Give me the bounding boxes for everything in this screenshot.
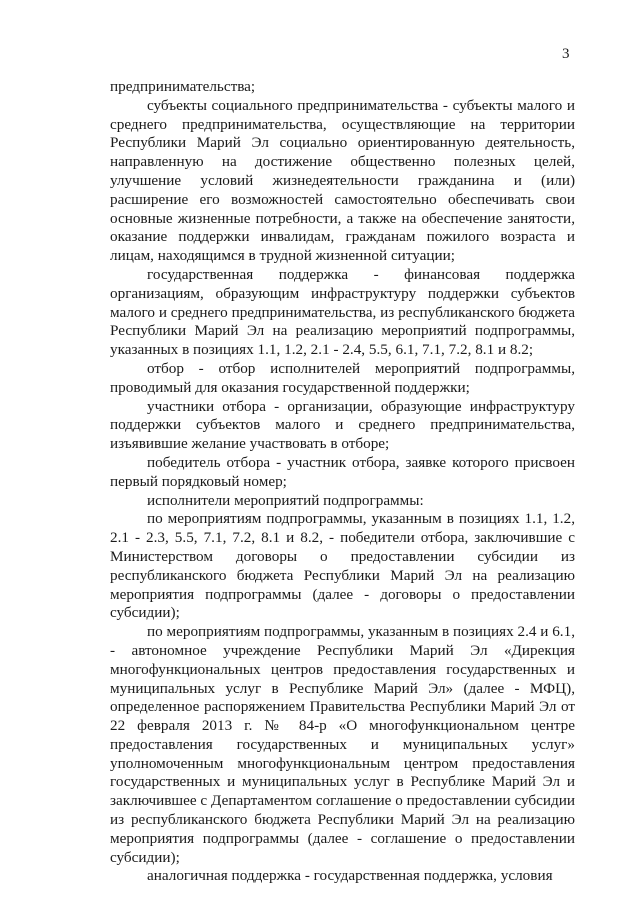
paragraph: участники отбора - организации, образующие инфраструктуру поддержки субъектов малого и среднего предпринимательства, изъявившие желание участвовать в отборе; — [110, 397, 575, 453]
paragraph: по мероприятиям подпрограммы, указанным в позициях 2.4 и 6.1, - автономное учреждение Республики Марий Эл «Дирекция многофункциональных центров предоставления государственных и муниципальных услуг в Республике Марий Эл» (далее - МФЦ), определенное распоряжением Правительства Республики Марий Эл от 22 февраля 2013 г. № 84-р «О многофункциональном центре предоставления государственных и муниципальных услуг» уполномоченным многофункциональным центром предоставления государственных и муниципальных услуг в Республике Марий Эл и заключившее с Департаментом соглашение о предоставлении субсидии из республиканского бюджета Республики Марий Эл на реализацию мероприятия подпрограммы (далее - соглашение о предоставлении субсидии); — [110, 623, 575, 866]
paragraph: по мероприятиям подпрограммы, указанным в позициях 1.1, 1.2, 2.1 - 2.3, 5.5, 7.1, 7.2, 8.1 и 8.2, - победители отбора, заключившие с Министерством договоры о предоставлении субсидии из республиканского бюджета Республики Марий Эл на реализацию мероприятия подпрограммы (далее - договоры о предоставлении субсидии); — [110, 510, 575, 622]
document-body — [110, 78, 575, 886]
paragraph: аналогичная поддержка - государственная поддержка, условия — [147, 867, 553, 885]
paragraph: победитель отбора - участник отбора, заявке которого присвоен первый порядковый номер; — [110, 453, 575, 490]
paragraph: предпринимательства; — [110, 78, 256, 95]
paragraph: исполнители мероприятий подпрограммы: — [147, 491, 424, 509]
paragraph: субъекты социального предпринимательства - субъекты малого и среднего предпринимательства, осуществляющие на территории Республики Марий Эл социально ориентированную деятельность, направленную на достижение общественно полезных целей, улучшение условий жизнедеятельности гражданина и (или) расширение его возможностей самостоятельно обеспечивать свои основные жизненные потребности, а также на обеспечение занятости, оказание поддержки инвалидам, гражданам пожилого возраста и лицам, находящимся в трудной жизненной ситуации; — [110, 96, 575, 265]
paragraph: государственная поддержка - финансовая поддержка организациям, образующим инфраструктуру поддержки субъектов малого и среднего предпринимательства, из республиканского бюджета Республики Марий Эл на реализацию мероприятий подпрограммы, указанных в позициях 1.1, 1.2, 2.1 - 2.4, 5.5, 6.1, 7.1, 7.2, 8.1 и 8.2; — [110, 265, 575, 359]
paragraph: отбор - отбор исполнителей мероприятий подпрограммы, проводимый для оказания государственной поддержки; — [110, 359, 575, 396]
page-number: 3 — [562, 46, 570, 62]
